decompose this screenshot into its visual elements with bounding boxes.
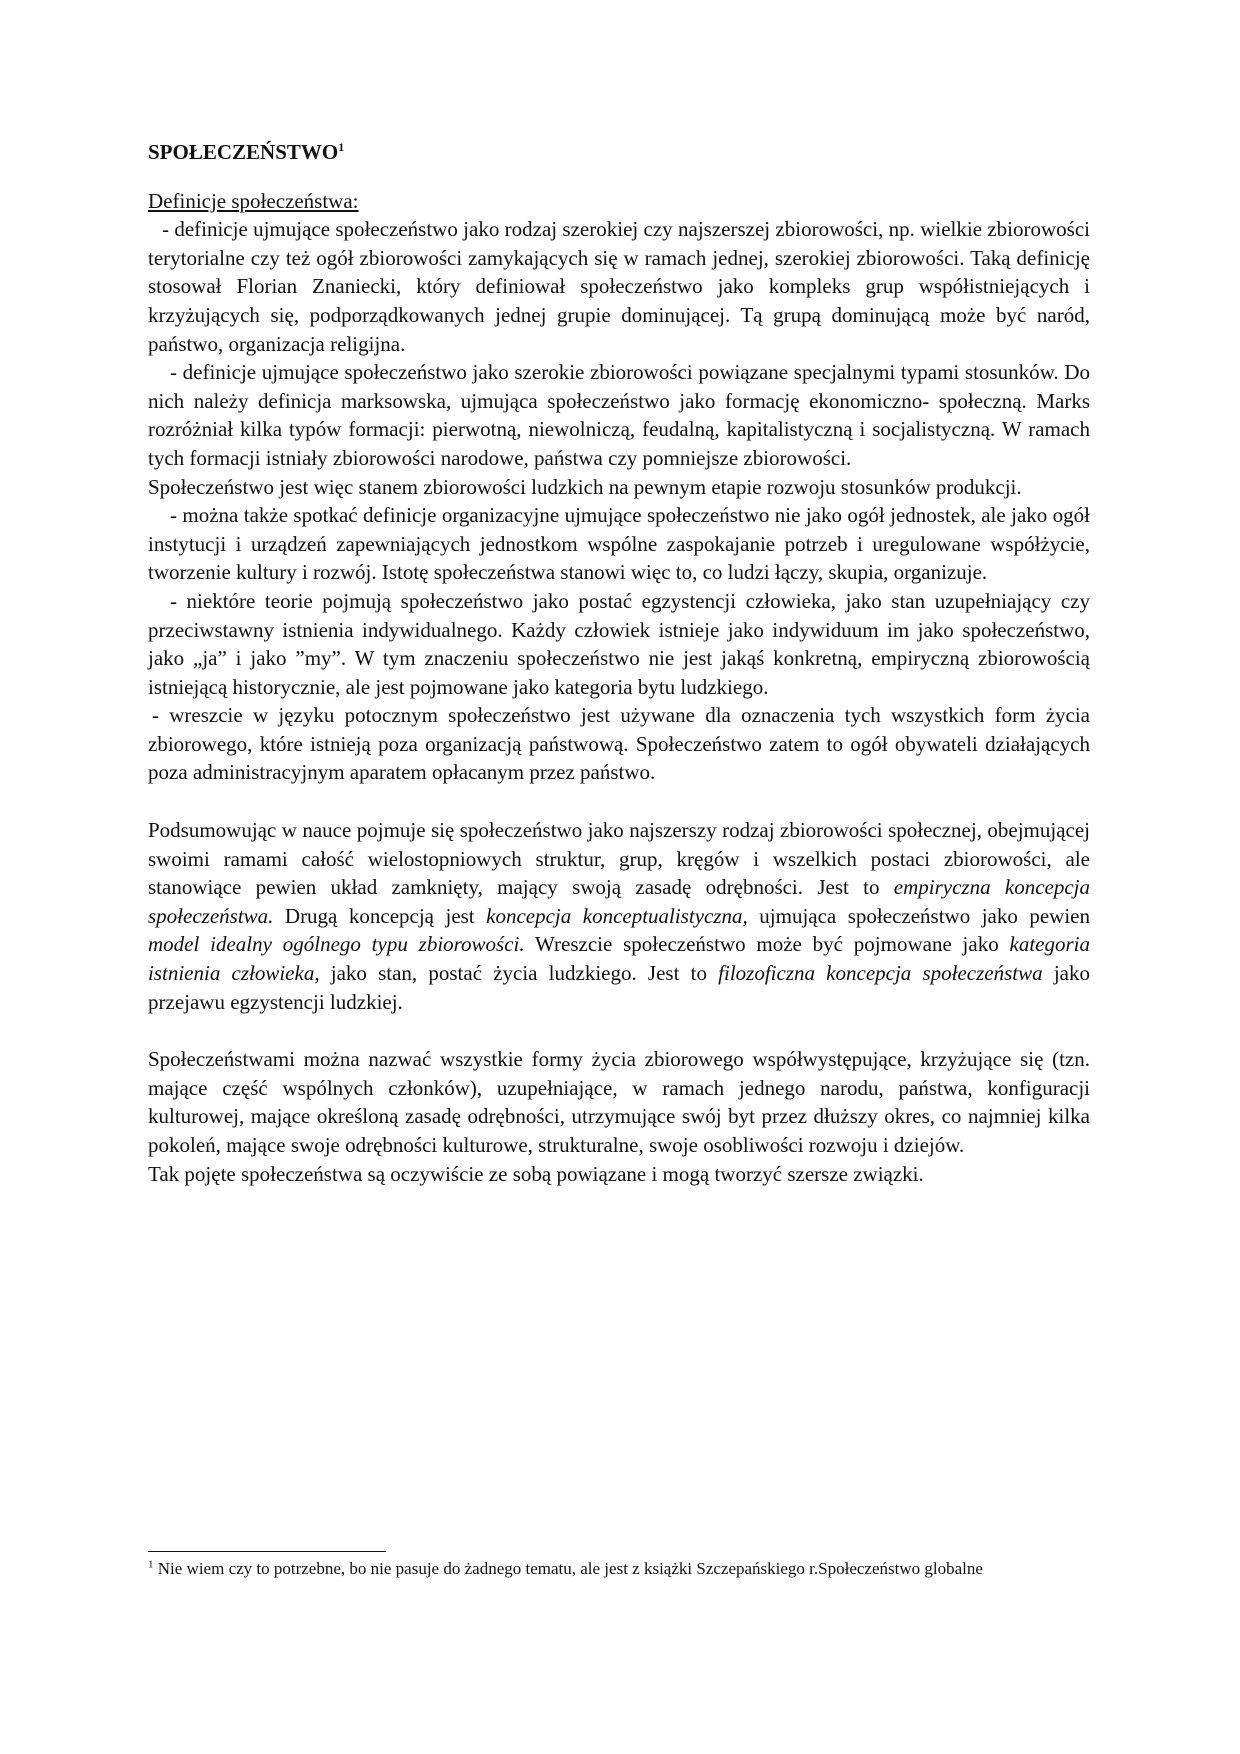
title-text: SPOŁECZEŃSTWO (148, 140, 339, 164)
footnote-separator (148, 1551, 386, 1552)
summary-emphasis: empiryczna koncepcja społeczeństwa. (148, 875, 1090, 928)
paragraph-production: Społeczeństwo jest więc stanem zbiorowości ludzkich na pewnym etapie rozwoju stosunków produkcji. (148, 474, 1022, 499)
summary-emphasis: kategoria istnienia człowieka, (148, 932, 1090, 986)
closing-paragraph: Społeczeństwami można nazwać wszystkie formy życia zbiorowego współwystępujące, krzyżujące się (tzn. mające część wspólnych członków), uzupełniające, w ramach jednego narodu, państwa, konfiguracji kulturowej, mające określoną zasadę odrębności, utrzymujące swój byt przez dłuższy okres, co najmniej kilka pokoleń, mające swoje odrębności kulturowe, strukturalne, swoje osobliwości rozwoju i dziejów. (148, 1047, 1090, 1157)
spacer (148, 1016, 1090, 1045)
page-title (148, 138, 1090, 167)
definition-item-3: - można także spotkać definicje organizacyjne ujmujące społeczeństwo nie jako ogół jednostek, ale jako ogół instytucji i urządzeń zapewniających jednostkom wspólne zaspokajanie potrzeb i uregulowane współżycie, tworzenie kultury i rozwój. Istotę społeczeństwa stanowi więc to, co ludzi łączy, skupia, organizuje. (148, 503, 1090, 585)
definition-item-4: - niektóre teorie pojmują społeczeństwo jako postać egzystencji człowieka, jako stan uzupełniający czy przeciwstawny istnienia indywidualnego. Każdy człowiek istnieje jako indywiduum im jako społeczeństwo, jako „ja” i jako ”my”. W tym znaczeniu społeczeństwo nie jest jakąś konkretną, empiryczną zbiorowością istniejącą historycznie, ale jest pojmowane jako kategoria bytu ludzkiego. (148, 588, 1090, 699)
footnote (148, 1556, 1090, 1581)
summary-text: Wreszcie społeczeństwo może być pojmowane jako (524, 932, 1010, 957)
spacer (148, 787, 1090, 816)
definition-item-5: - wreszcie w języku potocznym społeczeństwo jest używane dla oznaczenia tych wszystkich form życia zbiorowego, które istnieją poza organizacją państwową. Społeczeństwo zatem to ogół obywateli działających poza administracyjnym aparatem opłacanym przez państwo. (148, 703, 1090, 785)
summary-emphasis: filozoficzna koncepcja społeczeństwa (718, 961, 1043, 986)
summary-emphasis: model idealny ogólnego typu zbiorowości. (148, 932, 525, 957)
summary-text: jako przejawu egzystencji ludzkiej. (148, 961, 1090, 1014)
summary-text: ujmująca społeczeństwo jako pewien (747, 903, 1090, 928)
document-body (148, 138, 1090, 1188)
section-subheading: Definicje społeczeństwa: (148, 188, 359, 213)
summary-text: jako stan, postać życia ludzkiego. Jest to (319, 961, 719, 986)
definition-item-1: - definicje ujmujące społeczeństwo jako rodzaj szerokiej czy najszerszej zbiorowości, np. wielkie zbiorowości terytorialne czy też ogół zbiorowości zamykających się w ramach jednej, szerokiej zbiorowości. Taką definicję stosował Florian Znaniecki, który definiował społeczeństwo jako kompleks grup współistniejących i krzyżujących się, podporządkowanych jednej grupie dominującej. Tą grupą dominującą może być naród, państwo, organizacja religijna. (148, 217, 1090, 356)
summary-emphasis: koncepcja konceptualistyczna, (486, 903, 748, 928)
summary-text: Drugą koncepcją jest (273, 903, 487, 928)
footnote-marker: 1 (148, 1558, 154, 1571)
summary-paragraph (148, 816, 1090, 1016)
definition-item-2: - definicje ujmujące społeczeństwo jako szerokie zbiorowości powiązane specjalnymi typami stosunków. Do nich należy definicja marksowska, ujmująca społeczeństwo jako formację ekonomiczno- społeczną. Marks rozróżniał kilka typów formacji: pierwotną, niewolniczą, feudalną, kapitalistyczną i socjalistyczną. W ramach tych formacji istniały zbiorowości narodowe, państwa czy pomniejsze zbiorowości. (148, 360, 1090, 470)
closing-sentence: Tak pojęte społeczeństwa są oczywiście ze sobą powiązane i mogą tworzyć szersze związki. (148, 1161, 924, 1186)
footnote-reference[interactable]: 1 (338, 140, 345, 154)
summary-text: Podsumowując w nauce pojmuje się społeczeństwo jako najszerszy rodzaj zbiorowości społecznej, obejmującej swoimi ramami całość wielostopniowych struktur, grup, kręgów i wszelkich postaci zbiorowości, ale stanowiące pewien układ zamknięty, mający swoją zasadę odrębności. Jest to (148, 818, 1090, 900)
footnote-text: Nie wiem czy to potrzebne, bo nie pasuje do żadnego tematu, ale jest z książki Szczepańskiego r.Społeczeństwo globalne (153, 1559, 983, 1578)
